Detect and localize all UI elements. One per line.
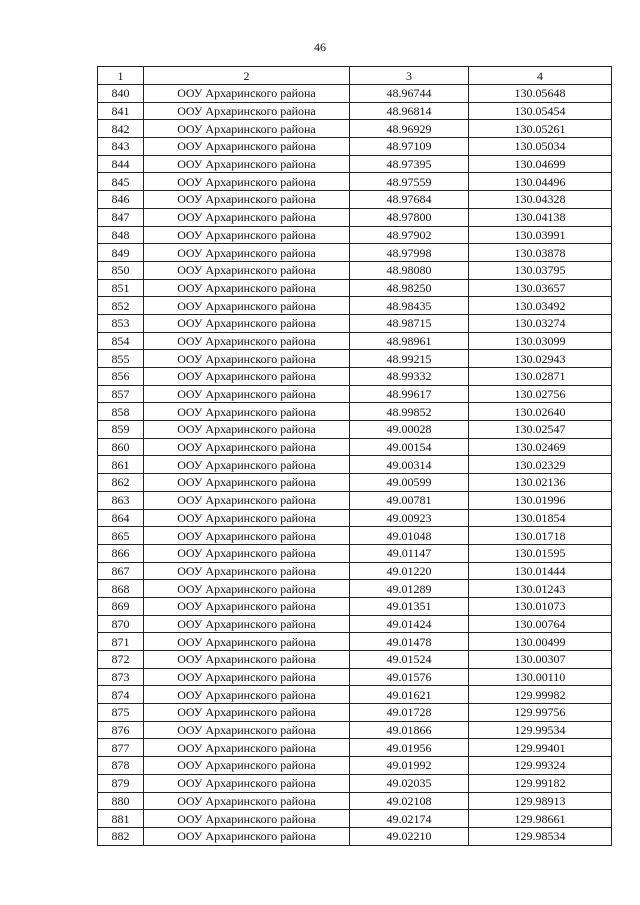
row-latitude-cell: 49.01956 (350, 739, 469, 757)
row-name-cell: ООУ Архаринского района (144, 403, 350, 421)
row-longitude-cell: 130.01718 (469, 527, 612, 545)
row-name-cell: ООУ Архаринского района (144, 580, 350, 598)
row-name-cell: ООУ Архаринского района (144, 474, 350, 492)
row-latitude-cell: 48.97109 (350, 138, 469, 156)
row-latitude-cell: 48.98250 (350, 279, 469, 297)
row-longitude-cell: 130.02943 (469, 350, 612, 368)
row-latitude-cell: 49.00314 (350, 456, 469, 474)
row-number-cell: 854 (98, 332, 144, 350)
row-longitude-cell: 130.01444 (469, 562, 612, 580)
row-longitude-cell: 129.98661 (469, 810, 612, 828)
table-row (98, 580, 612, 598)
row-number-cell: 874 (98, 686, 144, 704)
row-number-cell: 848 (98, 226, 144, 244)
table-row (98, 279, 612, 297)
row-longitude-cell: 130.02329 (469, 456, 612, 474)
row-number-cell: 858 (98, 403, 144, 421)
table-row (98, 527, 612, 545)
table-row (98, 491, 612, 509)
row-name-cell: ООУ Архаринского района (144, 774, 350, 792)
row-latitude-cell: 49.02108 (350, 792, 469, 810)
row-longitude-cell: 130.04496 (469, 173, 612, 191)
row-latitude-cell: 48.98715 (350, 314, 469, 332)
column-header-name: 2 (144, 67, 350, 85)
row-longitude-cell: 130.01073 (469, 597, 612, 615)
row-number-cell: 879 (98, 774, 144, 792)
row-latitude-cell: 49.00028 (350, 421, 469, 439)
row-number-cell: 841 (98, 102, 144, 120)
row-number-cell: 849 (98, 244, 144, 262)
row-latitude-cell: 49.02035 (350, 774, 469, 792)
column-header-latitude: 3 (350, 67, 469, 85)
table-row (98, 314, 612, 332)
row-longitude-cell: 129.99324 (469, 757, 612, 775)
row-name-cell: ООУ Архаринского района (144, 491, 350, 509)
row-name-cell: ООУ Архаринского района (144, 155, 350, 173)
row-longitude-cell: 130.02547 (469, 421, 612, 439)
table-row (98, 403, 612, 421)
row-name-cell: ООУ Архаринского района (144, 208, 350, 226)
row-longitude-cell: 130.05648 (469, 85, 612, 103)
table-row (98, 368, 612, 386)
row-latitude-cell: 48.99852 (350, 403, 469, 421)
table-row (98, 261, 612, 279)
row-longitude-cell: 130.01595 (469, 544, 612, 562)
row-name-cell: ООУ Архаринского района (144, 368, 350, 386)
table-row (98, 138, 612, 156)
row-name-cell: ООУ Архаринского района (144, 651, 350, 669)
row-number-cell: 851 (98, 279, 144, 297)
row-number-cell: 843 (98, 138, 144, 156)
row-longitude-cell: 130.00110 (469, 668, 612, 686)
row-latitude-cell: 49.01220 (350, 562, 469, 580)
row-name-cell: ООУ Архаринского района (144, 191, 350, 209)
page-number: 46 (314, 40, 326, 54)
row-number-cell: 861 (98, 456, 144, 474)
table-row (98, 102, 612, 120)
row-name-cell: ООУ Архаринского района (144, 633, 350, 651)
row-longitude-cell: 130.03657 (469, 279, 612, 297)
row-name-cell: ООУ Архаринского района (144, 138, 350, 156)
table-row (98, 721, 612, 739)
row-number-cell: 865 (98, 527, 144, 545)
row-latitude-cell: 49.01992 (350, 757, 469, 775)
table-row (98, 774, 612, 792)
row-name-cell: ООУ Архаринского района (144, 827, 350, 845)
row-number-cell: 845 (98, 173, 144, 191)
table-row (98, 792, 612, 810)
row-longitude-cell: 129.99534 (469, 721, 612, 739)
row-name-cell: ООУ Архаринского района (144, 261, 350, 279)
table-row (98, 155, 612, 173)
table-row (98, 739, 612, 757)
row-longitude-cell: 130.00307 (469, 651, 612, 669)
table-row (98, 668, 612, 686)
row-name-cell: ООУ Архаринского района (144, 562, 350, 580)
row-latitude-cell: 48.96744 (350, 85, 469, 103)
row-name-cell: ООУ Архаринского района (144, 686, 350, 704)
row-name-cell: ООУ Архаринского района (144, 739, 350, 757)
row-latitude-cell: 49.01524 (350, 651, 469, 669)
table-row (98, 474, 612, 492)
row-longitude-cell: 130.04328 (469, 191, 612, 209)
row-number-cell: 876 (98, 721, 144, 739)
table-row (98, 651, 612, 669)
row-longitude-cell: 130.02136 (469, 474, 612, 492)
table-row (98, 544, 612, 562)
row-longitude-cell: 129.98534 (469, 827, 612, 845)
row-name-cell: ООУ Архаринского района (144, 456, 350, 474)
row-name-cell: ООУ Архаринского района (144, 421, 350, 439)
row-longitude-cell: 130.03991 (469, 226, 612, 244)
row-name-cell: ООУ Архаринского района (144, 385, 350, 403)
row-longitude-cell: 130.02469 (469, 438, 612, 456)
table-row (98, 597, 612, 615)
row-number-cell: 857 (98, 385, 144, 403)
table-row (98, 226, 612, 244)
table-row (98, 704, 612, 722)
row-longitude-cell: 130.01996 (469, 491, 612, 509)
table-row (98, 509, 612, 527)
row-number-cell: 871 (98, 633, 144, 651)
row-longitude-cell: 130.00764 (469, 615, 612, 633)
row-latitude-cell: 48.99617 (350, 385, 469, 403)
row-name-cell: ООУ Архаринского района (144, 668, 350, 686)
row-latitude-cell: 48.97902 (350, 226, 469, 244)
row-longitude-cell: 130.03795 (469, 261, 612, 279)
row-latitude-cell: 48.99332 (350, 368, 469, 386)
row-name-cell: ООУ Архаринского района (144, 757, 350, 775)
row-number-cell: 852 (98, 297, 144, 315)
row-number-cell: 864 (98, 509, 144, 527)
row-longitude-cell: 129.99982 (469, 686, 612, 704)
row-longitude-cell: 130.05454 (469, 102, 612, 120)
table-row (98, 456, 612, 474)
row-number-cell: 859 (98, 421, 144, 439)
row-number-cell: 863 (98, 491, 144, 509)
table-row (98, 191, 612, 209)
row-latitude-cell: 49.02174 (350, 810, 469, 828)
row-latitude-cell: 49.02210 (350, 827, 469, 845)
row-latitude-cell: 49.01478 (350, 633, 469, 651)
row-latitude-cell: 48.97684 (350, 191, 469, 209)
row-name-cell: ООУ Архаринского района (144, 120, 350, 138)
table-row (98, 562, 612, 580)
table-row (98, 810, 612, 828)
row-name-cell: ООУ Архаринского района (144, 102, 350, 120)
row-number-cell: 867 (98, 562, 144, 580)
row-longitude-cell: 130.00499 (469, 633, 612, 651)
row-name-cell: ООУ Архаринского района (144, 615, 350, 633)
row-longitude-cell: 129.99756 (469, 704, 612, 722)
row-number-cell: 847 (98, 208, 144, 226)
row-latitude-cell: 48.97559 (350, 173, 469, 191)
row-longitude-cell: 130.02640 (469, 403, 612, 421)
row-number-cell: 862 (98, 474, 144, 492)
row-number-cell: 880 (98, 792, 144, 810)
column-header-number: 1 (98, 67, 144, 85)
row-name-cell: ООУ Архаринского района (144, 244, 350, 262)
row-number-cell: 853 (98, 314, 144, 332)
row-number-cell: 866 (98, 544, 144, 562)
table-row (98, 615, 612, 633)
row-latitude-cell: 48.98435 (350, 297, 469, 315)
row-name-cell: ООУ Архаринского района (144, 597, 350, 615)
row-number-cell: 870 (98, 615, 144, 633)
row-latitude-cell: 49.01728 (350, 704, 469, 722)
row-name-cell: ООУ Архаринского района (144, 704, 350, 722)
row-latitude-cell: 49.01048 (350, 527, 469, 545)
row-latitude-cell: 49.00599 (350, 474, 469, 492)
table-body (98, 85, 612, 846)
table-row (98, 173, 612, 191)
row-name-cell: ООУ Архаринского района (144, 810, 350, 828)
row-longitude-cell: 130.03878 (469, 244, 612, 262)
row-latitude-cell: 49.01351 (350, 597, 469, 615)
table-row (98, 633, 612, 651)
table-row (98, 757, 612, 775)
row-latitude-cell: 48.97800 (350, 208, 469, 226)
row-latitude-cell: 49.00154 (350, 438, 469, 456)
row-latitude-cell: 48.96929 (350, 120, 469, 138)
row-longitude-cell: 130.04138 (469, 208, 612, 226)
table-row (98, 438, 612, 456)
row-latitude-cell: 49.01147 (350, 544, 469, 562)
row-name-cell: ООУ Архаринского района (144, 792, 350, 810)
table-row (98, 85, 612, 103)
table-row (98, 686, 612, 704)
row-latitude-cell: 48.99215 (350, 350, 469, 368)
row-latitude-cell: 49.01289 (350, 580, 469, 598)
row-latitude-cell: 49.01424 (350, 615, 469, 633)
row-name-cell: ООУ Архаринского района (144, 509, 350, 527)
row-number-cell: 881 (98, 810, 144, 828)
row-longitude-cell: 130.01243 (469, 580, 612, 598)
row-longitude-cell: 129.99182 (469, 774, 612, 792)
row-number-cell: 850 (98, 261, 144, 279)
row-number-cell: 869 (98, 597, 144, 615)
row-number-cell: 882 (98, 827, 144, 845)
row-name-cell: ООУ Архаринского района (144, 332, 350, 350)
row-name-cell: ООУ Архаринского района (144, 350, 350, 368)
row-number-cell: 842 (98, 120, 144, 138)
row-latitude-cell: 49.01576 (350, 668, 469, 686)
row-number-cell: 856 (98, 368, 144, 386)
row-name-cell: ООУ Архаринского района (144, 279, 350, 297)
table-row (98, 385, 612, 403)
row-longitude-cell: 130.02871 (469, 368, 612, 386)
row-name-cell: ООУ Архаринского района (144, 297, 350, 315)
row-latitude-cell: 48.98080 (350, 261, 469, 279)
row-number-cell: 844 (98, 155, 144, 173)
row-longitude-cell: 129.98913 (469, 792, 612, 810)
row-longitude-cell: 130.03492 (469, 297, 612, 315)
table-row (98, 297, 612, 315)
row-longitude-cell: 130.03274 (469, 314, 612, 332)
row-latitude-cell: 48.96814 (350, 102, 469, 120)
row-longitude-cell: 130.04699 (469, 155, 612, 173)
row-name-cell: ООУ Архаринского района (144, 527, 350, 545)
row-name-cell: ООУ Архаринского района (144, 226, 350, 244)
row-number-cell: 868 (98, 580, 144, 598)
row-name-cell: ООУ Архаринского района (144, 438, 350, 456)
row-number-cell: 840 (98, 85, 144, 103)
row-latitude-cell: 49.01621 (350, 686, 469, 704)
column-header-longitude: 4 (469, 67, 612, 85)
row-longitude-cell: 130.03099 (469, 332, 612, 350)
row-latitude-cell: 49.00923 (350, 509, 469, 527)
row-number-cell: 855 (98, 350, 144, 368)
row-latitude-cell: 48.97998 (350, 244, 469, 262)
row-name-cell: ООУ Архаринского района (144, 85, 350, 103)
table-row (98, 827, 612, 845)
row-number-cell: 875 (98, 704, 144, 722)
row-number-cell: 860 (98, 438, 144, 456)
table-row (98, 120, 612, 138)
row-number-cell: 846 (98, 191, 144, 209)
row-longitude-cell: 130.01854 (469, 509, 612, 527)
row-latitude-cell: 49.01866 (350, 721, 469, 739)
row-number-cell: 873 (98, 668, 144, 686)
row-longitude-cell: 130.05261 (469, 120, 612, 138)
row-name-cell: ООУ Архаринского района (144, 721, 350, 739)
table-row (98, 208, 612, 226)
table-row (98, 332, 612, 350)
row-number-cell: 877 (98, 739, 144, 757)
row-name-cell: ООУ Архаринского района (144, 314, 350, 332)
row-latitude-cell: 48.98961 (350, 332, 469, 350)
row-name-cell: ООУ Архаринского района (144, 544, 350, 562)
table-header-row (98, 67, 612, 85)
row-latitude-cell: 49.00781 (350, 491, 469, 509)
row-latitude-cell: 48.97395 (350, 155, 469, 173)
row-longitude-cell: 130.02756 (469, 385, 612, 403)
row-name-cell: ООУ Архаринского района (144, 173, 350, 191)
table-row (98, 421, 612, 439)
row-longitude-cell: 129.99401 (469, 739, 612, 757)
table-row (98, 244, 612, 262)
row-longitude-cell: 130.05034 (469, 138, 612, 156)
coordinates-table (97, 66, 612, 846)
row-number-cell: 872 (98, 651, 144, 669)
table-row (98, 350, 612, 368)
row-number-cell: 878 (98, 757, 144, 775)
